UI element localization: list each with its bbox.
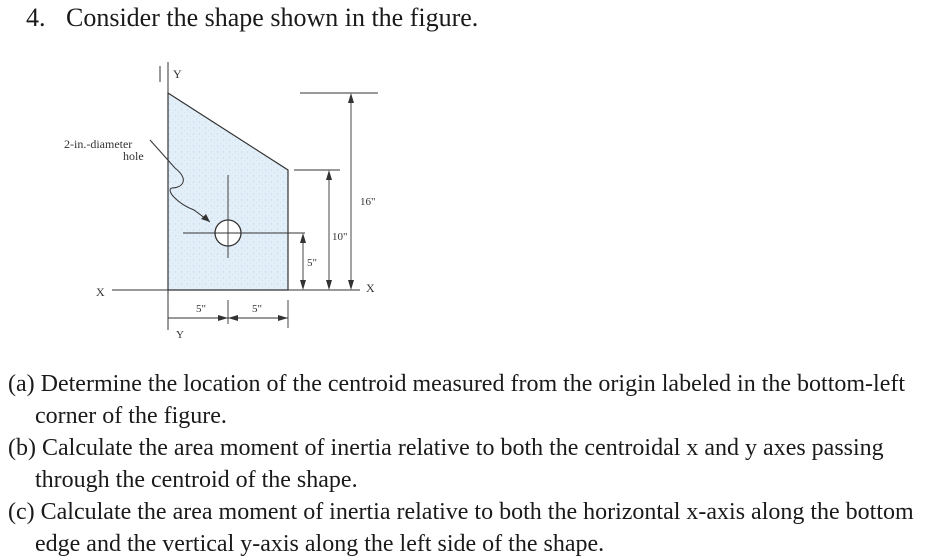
question-heading bbox=[26, 2, 478, 34]
dim-bottom-left: 5" bbox=[196, 303, 206, 315]
dim-bottom-right: 5" bbox=[252, 303, 262, 315]
y-label-top: Y bbox=[173, 67, 182, 81]
part-b-label: (b) bbox=[8, 435, 36, 461]
hole-label-line1: 2-in.-diameter bbox=[64, 137, 133, 151]
question-parts bbox=[8, 368, 938, 560]
x-label-right: X bbox=[366, 281, 375, 295]
part-a-text: Determine the location of the centroid measured from the origin labeled in the bottom-left corner of the figure. bbox=[35, 371, 906, 429]
question-text: Consider the shape shown in the figure. bbox=[66, 3, 479, 32]
part-a bbox=[8, 368, 938, 432]
hole-label-line2: hole bbox=[123, 149, 144, 163]
dim-right-edge: 10" bbox=[332, 231, 348, 243]
question-number: 4. bbox=[26, 3, 46, 32]
part-b bbox=[8, 432, 938, 496]
y-label-bottom: Y bbox=[176, 329, 184, 341]
part-c bbox=[8, 496, 938, 560]
part-c-label: (c) bbox=[8, 499, 35, 525]
shape-figure bbox=[0, 55, 420, 355]
dim-total-height: 16" bbox=[360, 196, 376, 208]
part-a-label: (a) bbox=[8, 371, 35, 397]
part-b-text: Calculate the area moment of inertia relative to both the centroidal x and y axes passing through the centroid of the shape. bbox=[35, 435, 884, 493]
part-c-text: Calculate the area moment of inertia relative to both the horizontal x-axis along the bottom edge and the vertical y-axis along the left side of the shape. bbox=[35, 499, 914, 557]
x-label-left: X bbox=[96, 285, 105, 299]
dim-hole-height: 5" bbox=[307, 257, 317, 269]
